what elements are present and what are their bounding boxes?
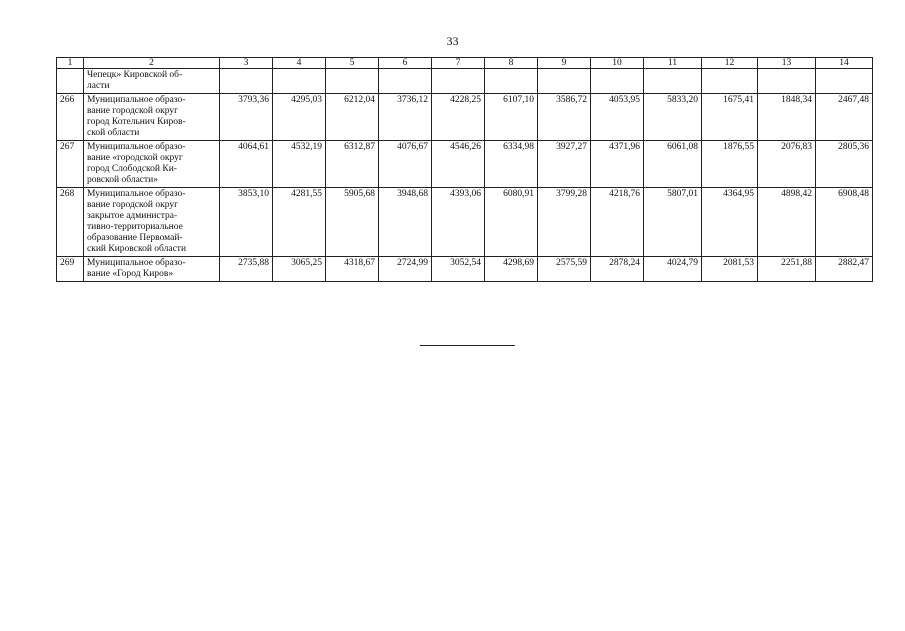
value-cell — [326, 69, 379, 94]
value-cell — [273, 69, 326, 94]
column-header-6: 6 — [379, 58, 432, 69]
value-cell: 6334,98 — [485, 141, 538, 188]
municipality-name-line: Муниципальное образо- — [87, 142, 186, 152]
municipality-name-line: образование Первомай- — [87, 233, 183, 243]
value-cell: 4064,61 — [220, 141, 273, 188]
value-cell: 4228,25 — [432, 94, 485, 141]
value-cell: 2575,59 — [538, 257, 591, 282]
value-cell: 6908,48 — [816, 188, 873, 257]
municipality-name-line: вание «Город Киров» — [87, 269, 174, 279]
value-cell: 4532,19 — [273, 141, 326, 188]
municipality-name-line: Муниципальное образо- — [87, 189, 186, 199]
column-header-3: 3 — [220, 58, 273, 69]
value-cell — [591, 69, 644, 94]
value-cell: 6061,08 — [644, 141, 702, 188]
value-cell: 4024,79 — [644, 257, 702, 282]
value-cell: 4076,67 — [379, 141, 432, 188]
value-cell: 3853,10 — [220, 188, 273, 257]
table-row — [57, 188, 873, 257]
table-header — [57, 58, 873, 69]
value-cell: 2882,47 — [816, 257, 873, 282]
value-cell: 4371,96 — [591, 141, 644, 188]
municipality-name-line: Муниципальное образо- — [87, 258, 186, 268]
column-header-7: 7 — [432, 58, 485, 69]
value-cell: 4053,95 — [591, 94, 644, 141]
value-cell: 6312,87 — [326, 141, 379, 188]
municipality-name-line: Чепецк» Кировской об- — [87, 70, 183, 80]
table-row — [57, 141, 873, 188]
row-index: 266 — [57, 94, 84, 141]
municipality-name-line: ровской области» — [87, 175, 158, 185]
value-cell — [538, 69, 591, 94]
value-cell: 3927,27 — [538, 141, 591, 188]
municipality-name-line: вание «городской округ — [87, 153, 183, 163]
value-cell — [220, 69, 273, 94]
column-header-10: 10 — [591, 58, 644, 69]
column-header-14: 14 — [816, 58, 873, 69]
value-cell: 2878,24 — [591, 257, 644, 282]
value-cell: 1675,41 — [702, 94, 758, 141]
municipality-name-line: город Котельнич Киров- — [87, 117, 186, 127]
municipality-name — [84, 257, 220, 282]
value-cell — [758, 69, 816, 94]
value-cell: 2081,53 — [702, 257, 758, 282]
value-cell: 4318,67 — [326, 257, 379, 282]
value-cell: 5833,20 — [644, 94, 702, 141]
value-cell: 6107,10 — [485, 94, 538, 141]
value-cell: 2467,48 — [816, 94, 873, 141]
column-header-4: 4 — [273, 58, 326, 69]
value-cell — [432, 69, 485, 94]
value-cell: 4295,03 — [273, 94, 326, 141]
value-cell: 3052,54 — [432, 257, 485, 282]
value-cell: 2735,88 — [220, 257, 273, 282]
value-cell — [816, 69, 873, 94]
municipality-name — [84, 94, 220, 141]
value-cell: 2076,83 — [758, 141, 816, 188]
column-header-2: 2 — [84, 58, 220, 69]
value-cell: 5905,68 — [326, 188, 379, 257]
value-cell: 3065,25 — [273, 257, 326, 282]
closing-rule — [420, 345, 515, 346]
table-row — [57, 94, 873, 141]
header-row — [57, 58, 873, 69]
value-cell: 5807,01 — [644, 188, 702, 257]
row-index: 267 — [57, 141, 84, 188]
value-cell: 4218,76 — [591, 188, 644, 257]
municipality-name-line: ской области — [87, 128, 140, 138]
municipality-name — [84, 69, 220, 94]
value-cell: 6212,04 — [326, 94, 379, 141]
value-cell: 3799,28 — [538, 188, 591, 257]
value-cell: 4393,06 — [432, 188, 485, 257]
column-header-12: 12 — [702, 58, 758, 69]
value-cell: 6080,91 — [485, 188, 538, 257]
value-cell: 2805,36 — [816, 141, 873, 188]
municipality-name-line: вание городской округ — [87, 200, 179, 210]
value-cell: 1848,34 — [758, 94, 816, 141]
value-cell: 4546,26 — [432, 141, 485, 188]
data-table — [56, 57, 873, 282]
row-index — [57, 69, 84, 94]
value-cell — [644, 69, 702, 94]
value-cell: 3736,12 — [379, 94, 432, 141]
value-cell — [702, 69, 758, 94]
municipality-name-line: ласти — [87, 81, 110, 91]
value-cell: 4898,42 — [758, 188, 816, 257]
value-cell: 4364,95 — [702, 188, 758, 257]
table-row — [57, 257, 873, 282]
municipality-name — [84, 188, 220, 257]
municipality-name-line: ский Кировской области — [87, 244, 187, 254]
municipality-name-line: вание городской округ — [87, 106, 179, 116]
value-cell: 4281,55 — [273, 188, 326, 257]
value-cell: 2251,88 — [758, 257, 816, 282]
value-cell — [379, 69, 432, 94]
municipality-name-line: тивно-территориальное — [87, 222, 183, 232]
municipality-name — [84, 141, 220, 188]
value-cell: 3586,72 — [538, 94, 591, 141]
table-body — [57, 69, 873, 282]
value-cell: 3948,68 — [379, 188, 432, 257]
column-header-5: 5 — [326, 58, 379, 69]
column-header-1: 1 — [57, 58, 84, 69]
municipality-name-line: Муниципальное образо- — [87, 95, 186, 105]
municipality-name-line: закрытое администра- — [87, 211, 178, 221]
column-header-11: 11 — [644, 58, 702, 69]
row-index: 268 — [57, 188, 84, 257]
row-index: 269 — [57, 257, 84, 282]
column-header-8: 8 — [485, 58, 538, 69]
table-row — [57, 69, 873, 94]
value-cell: 3793,36 — [220, 94, 273, 141]
value-cell — [485, 69, 538, 94]
column-header-13: 13 — [758, 58, 816, 69]
value-cell: 2724,99 — [379, 257, 432, 282]
municipality-name-line: город Слободской Ки- — [87, 164, 177, 174]
page-number: 33 — [446, 34, 459, 48]
value-cell: 4298,69 — [485, 257, 538, 282]
value-cell: 1876,55 — [702, 141, 758, 188]
column-header-9: 9 — [538, 58, 591, 69]
